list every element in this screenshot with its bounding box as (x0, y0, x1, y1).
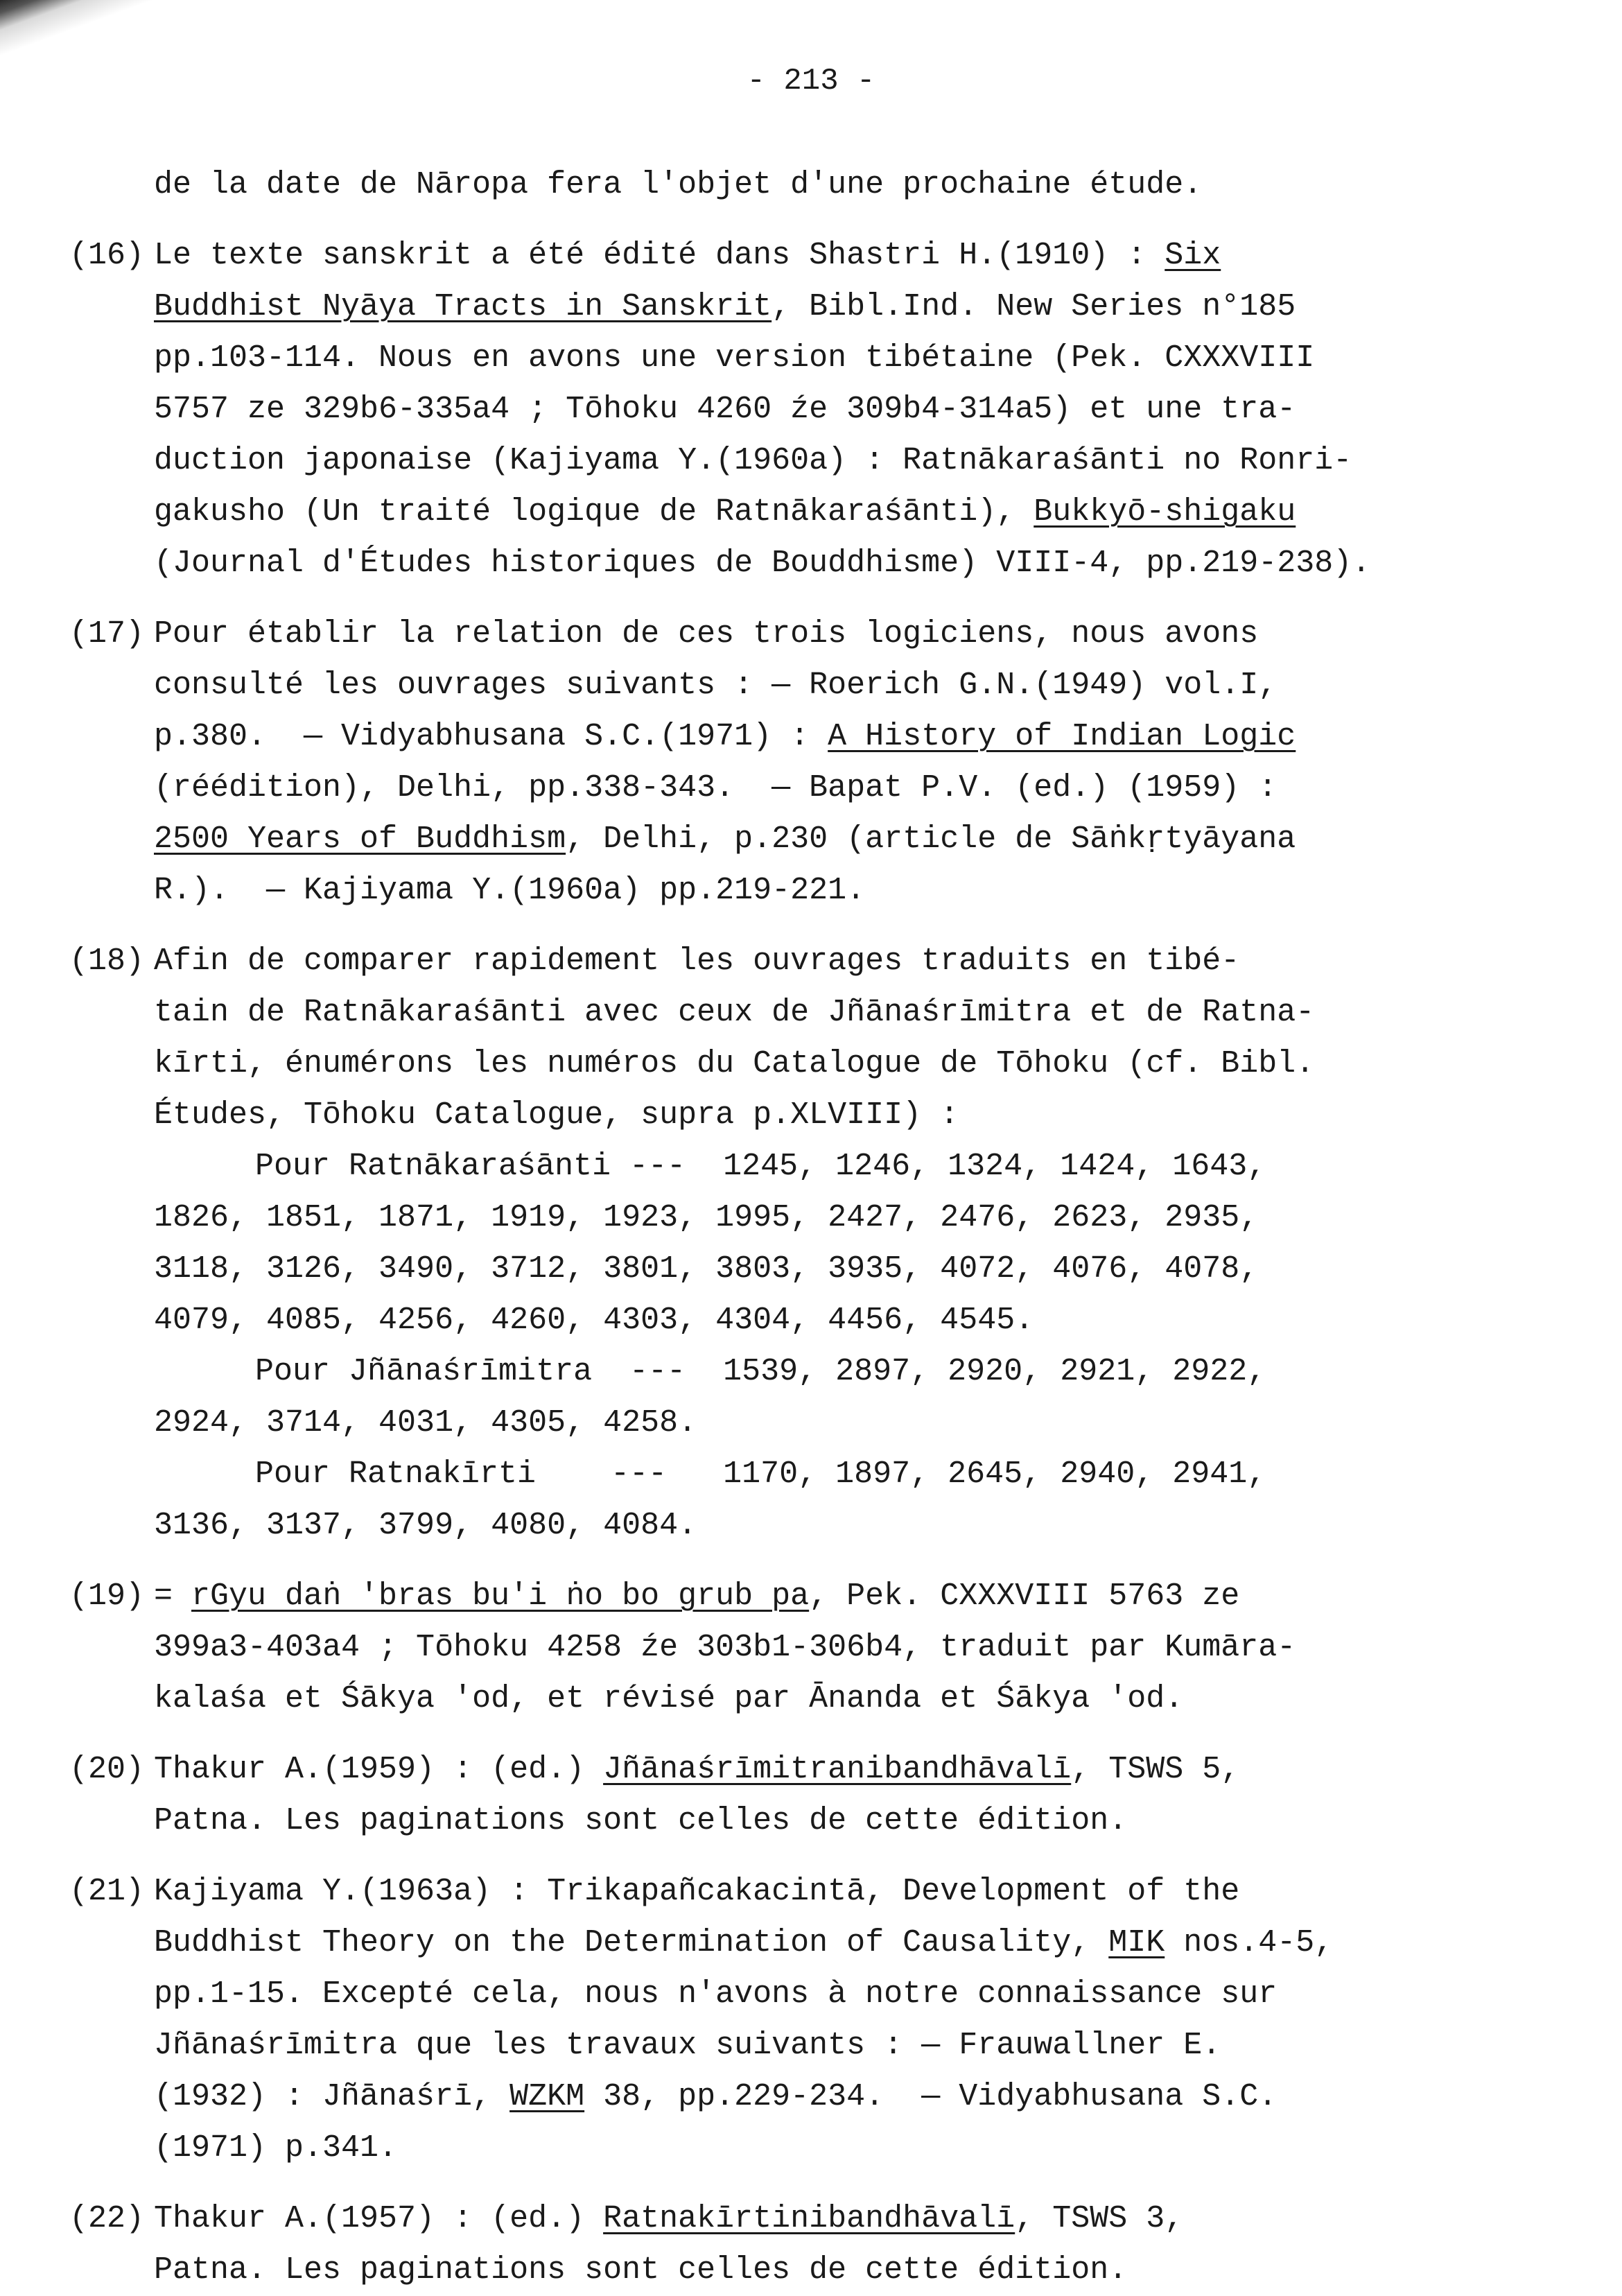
note-gap (69, 1551, 1483, 1571)
footnote-text: Patna. Les paginations sont celles de cette édition. (154, 1803, 1128, 1838)
footnote-line (69, 1038, 1483, 1090)
footnote-text: , Bibl.Ind. New Series n°185 (771, 289, 1296, 324)
footnote-line (69, 384, 1483, 435)
footnote-19 (69, 1571, 1483, 1725)
footnote-line (69, 281, 1483, 333)
footnote-line (69, 1571, 1483, 1622)
underlined-title: WZKM (509, 2079, 585, 2114)
footnote-text: Thakur A.(1957) : (ed.) (154, 2201, 604, 2236)
note-gap (69, 211, 1483, 230)
footnote-line (69, 711, 1483, 763)
footnote-text: de la date de Nāropa fera l'objet d'une prochaine étude. (154, 167, 1203, 202)
scan-shadow (0, 0, 250, 125)
footnote-line (69, 1295, 1483, 1346)
footnote-text: 38, pp.229-234. — Vidyabhusana S.C. (584, 2079, 1277, 2114)
footnote-text: Afin de comparer rapidement les ouvrages traduits en tibé- (154, 943, 1240, 979)
footnote-text: 3118, 3126, 3490, 3712, 3801, 3803, 3935, 4072, 4076, 4078, (154, 1251, 1259, 1287)
footnote-text: Pour établir la relation de ces trois logiciens, nous avons (154, 616, 1259, 652)
footnote-text: Kajiyama Y.(1963a) : Trikapañcakacintā, Development of the (154, 1874, 1240, 1909)
footnote-text: 1826, 1851, 1871, 1919, 1923, 1995, 2427, 2476, 2623, 2935, (154, 1200, 1259, 1235)
footnote-17 (69, 609, 1483, 916)
footnote-text: R.). — Kajiyama Y.(1960a) pp.219-221. (154, 873, 866, 908)
footnote-line (69, 1346, 1483, 1398)
footnote-line (69, 1917, 1483, 1969)
underlined-title: Jñānaśrīmitranibandhāvalī (603, 1752, 1072, 1787)
footnote-20 (69, 1744, 1483, 1847)
footnote-text: Pour Ratnākaraśānti --- 1245, 1246, 1324, 1424, 1643, (255, 1149, 1266, 1184)
footnote-line (69, 1398, 1483, 1449)
footnotes (69, 159, 1483, 2296)
footnote-line (69, 1795, 1483, 1847)
footnote-line (69, 1192, 1483, 1244)
footnote-line (69, 865, 1483, 916)
footnote-text: 3136, 3137, 3799, 4080, 4084. (154, 1508, 697, 1543)
footnote-22 (69, 2193, 1483, 2296)
footnote-line (69, 609, 1483, 660)
footnote-text: pp.103-114. Nous en avons une version tibétaine (Pek. CXXXVIII (154, 340, 1315, 376)
footnote-line (69, 987, 1483, 1038)
footnote-number: (22) (69, 2201, 145, 2236)
underlined-title: 2500 Years of Buddhism (154, 821, 566, 857)
footnote-text: (réédition), Delhi, pp.338-343. — Bapat P.V. (ed.) (1959) : (154, 770, 1277, 806)
underlined-title: Ratnakīrtinibandhāvalī (603, 2201, 1015, 2236)
footnote-line (69, 487, 1483, 538)
footnote-line (69, 538, 1483, 589)
footnote-line (69, 814, 1483, 865)
footnote-line (69, 1500, 1483, 1551)
footnote-text: (1971) p.341. (154, 2130, 398, 2166)
footnote-text: Études, Tōhoku Catalogue, supra p.XLVIII) : (154, 1097, 959, 1133)
footnote-line (69, 1244, 1483, 1295)
footnote-line (69, 435, 1483, 487)
footnote-line (69, 2020, 1483, 2071)
footnote-line (69, 230, 1483, 281)
footnote-text: tain de Ratnākaraśānti avec ceux de Jñānaśrīmitra et de Ratna- (154, 995, 1315, 1030)
footnote-18 (69, 936, 1483, 1551)
underlined-title: Bukkyō-shigaku (1034, 494, 1296, 530)
footnote-text: Pour Jñānaśrīmitra --- 1539, 2897, 2920, 2921, 2922, (255, 1354, 1266, 1389)
footnote-line (69, 2123, 1483, 2174)
footnote-line (69, 1141, 1483, 1192)
footnote-text: 5757 ze 329b6-335a4 ; Tōhoku 4260 źe 309b4-314a5) et une tra- (154, 392, 1296, 427)
footnote-text: 2924, 3714, 4031, 4305, 4258. (154, 1405, 697, 1441)
footnote-line (69, 333, 1483, 384)
footnote-line (69, 660, 1483, 711)
footnote-number: (21) (69, 1874, 145, 1909)
footnote-line (69, 1969, 1483, 2020)
underlined-title: rGyu daṅ 'bras bu'i ṅo bo grub pa (191, 1578, 810, 1614)
footnote-text: (Journal d'Études historiques de Bouddhisme) VIII-4, pp.219-238). (154, 546, 1371, 581)
underlined-title: A History of Indian Logic (828, 719, 1296, 754)
page-number: - 213 - (747, 64, 875, 98)
footnote-text: consulté les ouvrages suivants : — Roerich G.N.(1949) vol.I, (154, 668, 1277, 703)
footnote-text: Thakur A.(1959) : (ed.) (154, 1752, 604, 1787)
footnote-line (69, 936, 1483, 987)
footnote-text: kalaśa et Śākya 'od, et révisé par Ānanda et Śākya 'od. (154, 1681, 1184, 1716)
underlined-title: Buddhist Nyāya Tracts in Sanskrit (154, 289, 772, 324)
footnote-line (69, 1673, 1483, 1725)
note-gap (69, 2174, 1483, 2193)
footnote-text: , TSWS 5, (1071, 1752, 1240, 1787)
footnote-text: pp.1-15. Excepté cela, nous n'avons à notre connaissance sur (154, 1976, 1277, 2012)
note-gap (69, 589, 1483, 609)
footnote-line (69, 1866, 1483, 1917)
footnote-text: nos.4-5, (1165, 1925, 1334, 1960)
footnote-text: Pour Ratnakīrti --- 1170, 1897, 2645, 2940, 2941, (255, 1456, 1266, 1492)
footnote-number: (16) (69, 238, 145, 273)
footnote-line (69, 763, 1483, 814)
footnote-line (69, 2193, 1483, 2245)
underlined-title: MIK (1108, 1925, 1165, 1960)
footnote-text: , Pek. CXXXVIII 5763 ze (809, 1578, 1240, 1614)
footnote-21 (69, 1866, 1483, 2174)
footnote-text: = (154, 1578, 192, 1614)
footnote-line (69, 1449, 1483, 1500)
footnote-line (69, 2245, 1483, 2296)
footnote-continuation (69, 159, 1483, 211)
footnote-text: , Delhi, p.230 (article de Sāṅkṛtyāyana (566, 821, 1296, 857)
underlined-title: Six (1165, 238, 1221, 273)
footnote-text: gakusho (Un traité logique de Ratnākaraśānti), (154, 494, 1034, 530)
footnote-text: Patna. Les paginations sont celles de cette édition. (154, 2252, 1128, 2288)
footnote-text: Buddhist Theory on the Determination of Causality, (154, 1925, 1109, 1960)
footnote-text: p.380. — Vidyabhusana S.C.(1971) : (154, 719, 828, 754)
footnote-text: Jñānaśrīmitra que les travaux suivants : — Frauwallner E. (154, 2028, 1221, 2063)
note-gap (69, 916, 1483, 936)
footnote-text: 399a3-403a4 ; Tōhoku 4258 źe 303b1-306b4, traduit par Kumāra- (154, 1630, 1296, 1665)
note-gap (69, 1847, 1483, 1866)
footnote-number: (18) (69, 943, 145, 979)
footnote-line (69, 1622, 1483, 1673)
footnote-line (69, 1090, 1483, 1141)
footnote-line (69, 159, 1483, 211)
footnote-16 (69, 230, 1483, 589)
footnote-text: (1932) : Jñānaśrī, (154, 2079, 510, 2114)
footnote-text: duction japonaise (Kajiyama Y.(1960a) : Ratnākaraśānti no Ronri- (154, 443, 1352, 478)
footnote-text: 4079, 4085, 4256, 4260, 4303, 4304, 4456, 4545. (154, 1303, 1034, 1338)
footnote-line (69, 2071, 1483, 2123)
footnote-text: , TSWS 3, (1015, 2201, 1184, 2236)
footnote-text: Le texte sanskrit a été édité dans Shastri H.(1910) : (154, 238, 1165, 273)
note-gap (69, 1725, 1483, 1744)
footnote-number: (17) (69, 616, 145, 652)
footnote-number: (19) (69, 1578, 145, 1614)
footnote-line (69, 1744, 1483, 1795)
footnote-number: (20) (69, 1752, 145, 1787)
footnote-text: kīrti, énumérons les numéros du Catalogue de Tōhoku (cf. Bibl. (154, 1046, 1315, 1081)
